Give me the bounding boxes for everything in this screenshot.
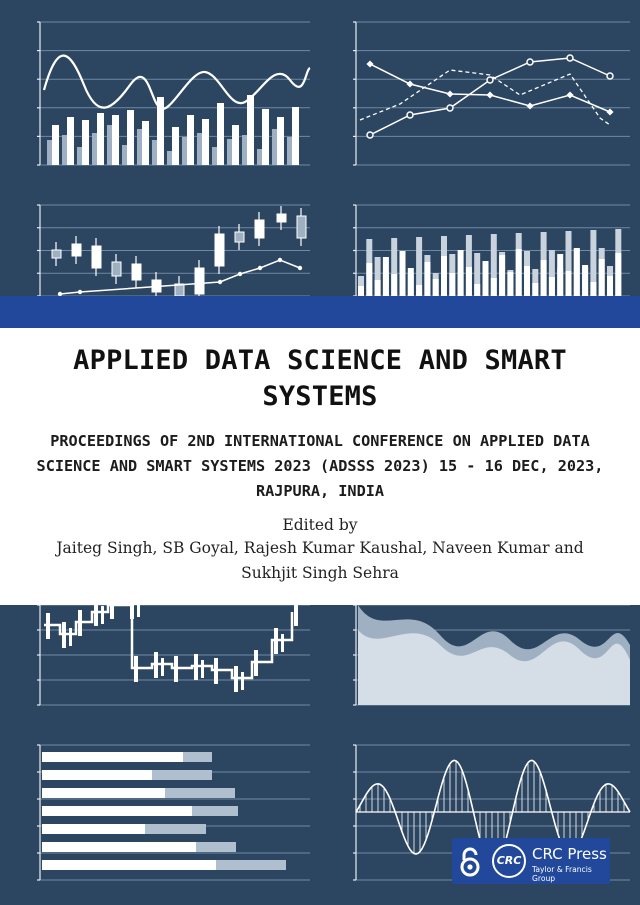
book-subtitle: PROCEEDINGS OF 2ND INTERNATIONAL CONFERENCE ON APPLIED DATA SCIENCE AND SMART SYSTEMS 2023 (ADSSS 2023) 15 - 16 DEC, 2023, RAJPURA, INDIA: [36, 432, 604, 500]
decor-bar: [449, 273, 455, 296]
decor-bar: [541, 260, 547, 296]
decor-bar: [242, 135, 247, 165]
decor-bar: [82, 120, 89, 165]
decor-bar: [292, 107, 299, 165]
decor-bar: [582, 265, 588, 296]
decor-bar: [590, 282, 596, 296]
decor-curve: [44, 56, 310, 109]
decor-bar: [167, 151, 172, 165]
decor-bar: [383, 257, 389, 296]
decor-bar: [574, 248, 580, 296]
decor-bar: [46, 613, 50, 639]
decor-point: [526, 102, 533, 109]
decor-point: [278, 258, 282, 262]
decor-bar: [615, 253, 621, 296]
decor-point: [406, 80, 413, 87]
decor-bar: [62, 135, 67, 165]
publisher-group: Taylor & Francis Group: [532, 865, 592, 883]
decor-point: [298, 266, 302, 270]
decor-bar: [400, 251, 406, 296]
decor-point: [606, 108, 613, 115]
open-access-icon: [458, 847, 482, 877]
editors-list: Jaiteg Singh, SB Goyal, Rajesh Kumar Kaushal, Naveen Kumar and Sukhjit Singh Sehra: [56, 539, 584, 582]
decor-bar: [78, 610, 82, 636]
decor-bar: [172, 127, 179, 165]
decor-bar: [232, 125, 239, 165]
decor-bar: [47, 140, 52, 165]
decor-bar: [194, 654, 198, 680]
decor-bar: [174, 656, 178, 682]
publisher-badge: [452, 838, 610, 884]
decor-candle: [52, 250, 61, 258]
decor-hbar: [42, 860, 216, 870]
decor-bar: [154, 652, 158, 678]
decor-bar: [101, 606, 104, 624]
decor-bar: [483, 261, 489, 296]
decor-bar: [137, 129, 142, 165]
decor-candle: [215, 234, 224, 266]
decor-bar: [272, 129, 277, 165]
decor-bar: [197, 133, 202, 165]
decor-candle: [112, 262, 121, 276]
decor-bar: [262, 109, 269, 165]
decor-bar: [152, 140, 157, 165]
decor-bar: [433, 279, 439, 296]
decor-bar: [67, 117, 74, 165]
decor-bar: [107, 125, 112, 165]
decor-point: [218, 280, 222, 284]
decor-bar: [214, 658, 218, 684]
decor-hbar: [42, 752, 183, 762]
decor-bar: [62, 622, 66, 648]
book-title: APPLIED DATA SCIENCE AND SMART SYSTEMS: [73, 345, 567, 412]
decor-bar: [127, 110, 134, 165]
decor-point: [78, 290, 82, 294]
decor-candle: [235, 232, 244, 242]
decor-bar: [532, 283, 538, 296]
decor-bar: [424, 262, 430, 296]
decor-bar: [441, 256, 447, 296]
decor-bar: [458, 250, 464, 296]
decor-bar: [281, 634, 284, 652]
decor-hbar: [42, 806, 192, 816]
decor-point: [566, 91, 573, 98]
decor-bar: [52, 125, 59, 165]
decor-hbar: [42, 824, 145, 834]
decor-bar: [234, 666, 238, 692]
decor-point: [446, 90, 453, 97]
decor-bar: [516, 249, 522, 296]
decor-bar: [466, 267, 472, 296]
decor-bar: [142, 121, 149, 165]
decor-bar: [507, 272, 513, 296]
decor-bar: [375, 280, 381, 296]
decor-bar: [287, 137, 292, 165]
decor-point: [407, 112, 413, 118]
decor-bar: [566, 271, 572, 296]
decor-candle: [132, 264, 141, 280]
decor-bar: [549, 277, 555, 296]
decor-bar: [122, 145, 127, 165]
decor-bar: [254, 650, 258, 676]
decor-candle: [195, 268, 204, 294]
decor-candle: [255, 220, 264, 238]
decor-hbar: [42, 842, 196, 852]
decor-bar: [241, 672, 244, 690]
decor-bar: [97, 113, 104, 165]
decor-point: [486, 91, 493, 98]
crc-logo: CRC: [492, 844, 526, 878]
decor-bar: [161, 658, 164, 676]
decor-point: [607, 73, 613, 79]
decor-bar: [217, 103, 224, 165]
decor-bar: [182, 137, 187, 165]
blue-stripe: [0, 296, 640, 328]
decor-candle: [297, 216, 306, 238]
decor-point: [567, 55, 573, 61]
decor-bar: [607, 276, 613, 296]
publisher-name: CRC Press: [532, 845, 607, 863]
decor-bar: [358, 286, 364, 296]
decor-bar: [212, 147, 217, 165]
decor-bar: [227, 139, 232, 165]
decor-bar: [557, 254, 563, 296]
decor-bar: [524, 266, 530, 296]
decor-point: [366, 60, 373, 67]
decor-point: [258, 266, 262, 270]
decor-point: [238, 272, 242, 276]
decor-bar: [257, 149, 262, 165]
decor-bar: [474, 284, 480, 296]
decor-candle: [92, 246, 101, 268]
decor-bar: [247, 95, 254, 165]
decor-bar: [499, 255, 505, 296]
decor-bar: [491, 278, 497, 296]
decor-bar: [416, 285, 422, 296]
decor-hbar: [42, 788, 165, 798]
decor-line: [370, 64, 610, 112]
decor-bar: [92, 133, 97, 165]
decor-point: [447, 105, 453, 111]
decor-candle: [72, 244, 81, 256]
decor-bar: [391, 274, 397, 296]
decor-bar: [408, 268, 414, 296]
decor-point: [367, 132, 373, 138]
decor-bar: [134, 656, 138, 682]
decor-bar: [69, 628, 72, 646]
decor-point: [527, 59, 533, 65]
decor-bar: [77, 147, 82, 165]
decor-bar: [202, 119, 209, 165]
decor-bar: [112, 115, 119, 165]
decor-bar: [201, 660, 204, 678]
decor-candle: [277, 214, 286, 222]
decor-bar: [274, 628, 278, 654]
title-band: [0, 328, 640, 605]
decor-hbar: [42, 770, 152, 780]
decor-bar: [599, 259, 605, 296]
decor-bar: [277, 117, 284, 165]
decor-bar: [366, 263, 372, 296]
decor-bar: [187, 115, 194, 165]
decor-point: [487, 77, 493, 83]
edited-by-label: Edited by: [282, 516, 358, 534]
